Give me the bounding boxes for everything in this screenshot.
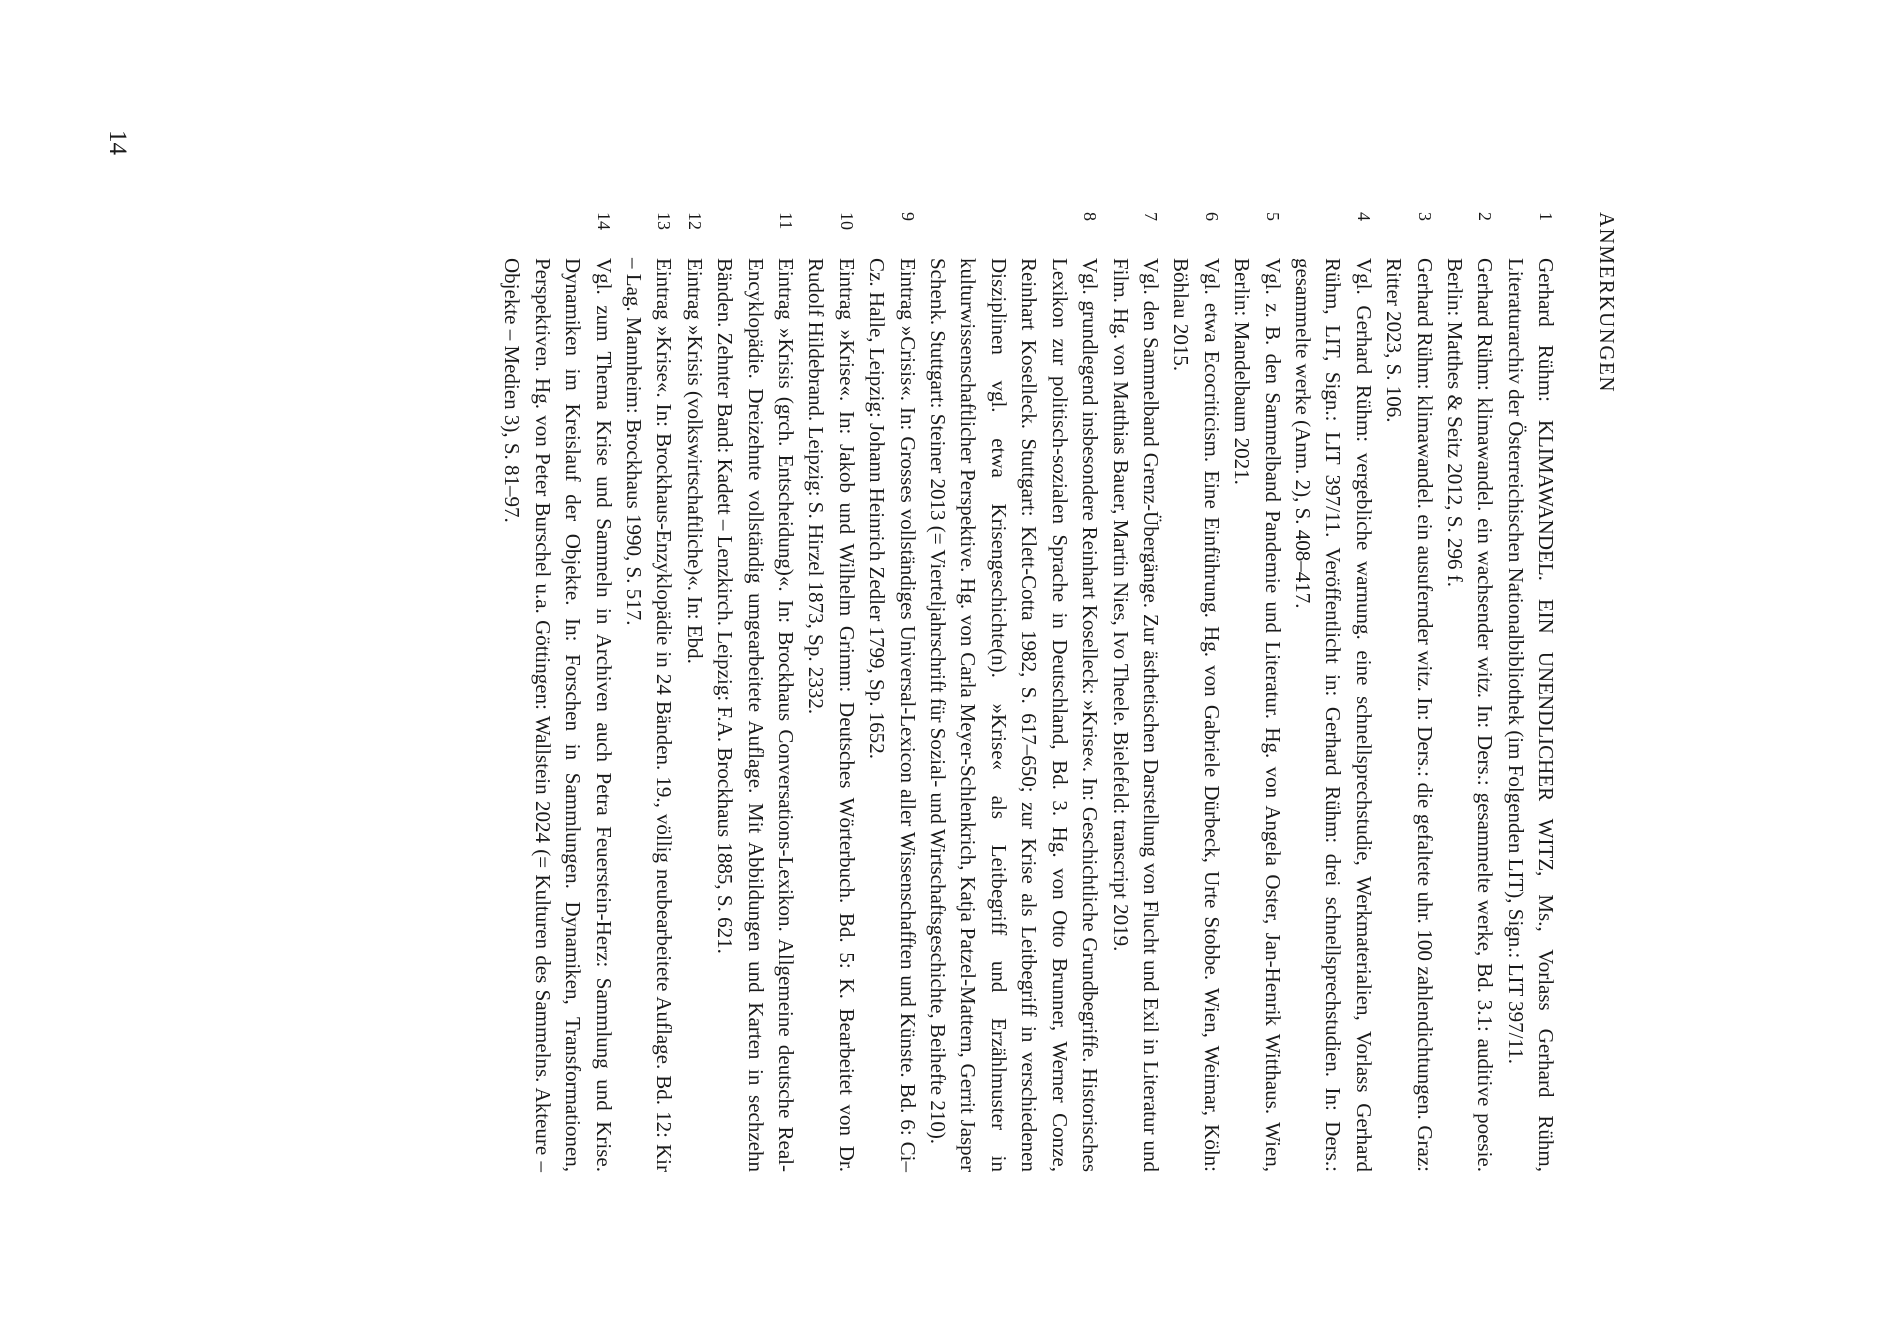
page-number: 14 xyxy=(104,130,131,155)
footnote-text: Eintrag »Krise«. In: Jakob und Wilhelm Grimm: Deutsches Wörterbuch. Bd. 5: K. Bearbeitet von Dr. Rudolf Hildebrand. Leipzig: S. Hirzel 1873, Sp. 2332. xyxy=(804,258,859,1172)
footnote-number: 5 xyxy=(1262,212,1283,221)
footnote-text: Vgl. Gerhard Rühm: vergebliche warnung. eine schnellsprechstudie, Werkmaterialien, Vorlass Gerhard Rühm, LIT, Sign.: LIT 397/11. Veröffentlicht in: Gerhard Rühm: drei schnellsprechstudien. In: Ders.: gesammelte werke (Anm. 2), S. 408–417. xyxy=(1290,258,1376,1172)
footnote-1 xyxy=(1500,212,1561,1172)
footnote-number: 4 xyxy=(1353,212,1374,221)
footnote-number: 7 xyxy=(1140,212,1161,221)
footnote-7 xyxy=(1105,212,1166,1172)
footnote-text: Vgl. z. B. den Sammelband Pandemie und Literatur. Hg. von Angela Oster, Jan-Henrik Witthaus. Wien, Berlin: Mandelbaum 2021. xyxy=(1230,258,1285,1172)
footnote-number: 10 xyxy=(836,212,857,230)
footnote-text: Gerhard Rühm: klimawandel. ein wachsender witz. In: Ders.: gesammelte werke, Bd. 3.1: auditive poesie. Berlin: Matthes & Seitz 2012, S. 296 f. xyxy=(1443,258,1498,1172)
footnote-text: Vgl. den Sammelband Grenz-Übergänge. Zur ästhetischen Darstellung von Flucht und Exil in Literatur und Film. Hg. von Matthias Bauer, Martin Nies, Ivo Theele. Bielefeld: transcript 2019. xyxy=(1108,258,1163,1172)
section-heading: ANMERKUNGEN xyxy=(1595,212,1619,393)
footnote-4 xyxy=(1288,212,1379,1172)
footnote-14 xyxy=(497,212,619,1172)
footnote-13 xyxy=(619,212,680,1172)
footnote-3 xyxy=(1379,212,1440,1172)
footnote-number: 2 xyxy=(1475,212,1496,221)
footnote-text: Eintrag »Krisis (grch. Entscheidung)«. In: Brockhaus Conversations-Lexikon. Allgemeine deutsche Real-Encyklopädie. Dreizehnte vollständig umgearbeitete Auflage. Mit Abbildungen und Karten in sechzehn Bänden. Zehnter Band: Kadett – Lenzkirch. Leipzig: F.A. Brockhaus 1885, S. 621. xyxy=(713,258,799,1172)
footnote-text: Gerhard Rühm: KLIMAWANDEL. EIN UNENDLICHER WITZ, Ms., Vorlass Gerhard Rühm, Literaturarchiv der Österreichischen Nationalbibliothek (im Folgenden LIT), Sign.: LIT 397/11. xyxy=(1503,258,1559,1172)
footnote-8 xyxy=(923,212,1105,1172)
notes-section xyxy=(402,212,1622,1172)
footnote-10 xyxy=(801,212,862,1172)
footnote-number: 14 xyxy=(593,212,614,230)
footnote-number: 8 xyxy=(1080,212,1101,221)
footnote-2 xyxy=(1440,212,1501,1172)
footnote-number: 6 xyxy=(1201,212,1222,221)
footnote-text: Vgl. zum Thema Krise und Sammeln in Archiven auch Petra Feuerstein-Herz: Sammlung und Krise. Dynamiken im Kreislauf der Objekte. In: Forschen in Sammlungen. Dynamiken, Transformationen, Perspektiven. Hg. von Peter Burschel u.a. Göttingen: Wallstein 2024 (= Kulturen des Sammelns. Akteure – Objekte – Medien 3), S. 81–97. xyxy=(500,258,616,1172)
footnote-number: 3 xyxy=(1414,212,1435,221)
footnote-number: 13 xyxy=(654,212,675,230)
footnote-text: Eintrag »Krise«. In: Brockhaus-Enzyklopädie in 24 Bänden. 19., völlig neubearbeitete Auflage. Bd. 12: Kir – Lag. Mannheim: Brockhaus 1990, S. 517. xyxy=(622,258,677,1172)
footnote-number: 9 xyxy=(897,212,918,221)
footnote-text: Eintrag »Krisis (volkswirtschaftliche)«. In: Ebd. xyxy=(682,258,707,664)
footnote-text: Gerhard Rühm: klimawandel. ein ausufernder witz. In: Ders.: die gefaltete uhr. 100 zahlendichtungen. Graz: Ritter 2023, S. 106. xyxy=(1382,258,1437,1172)
footnote-12 xyxy=(679,212,709,1172)
footnote-number: 11 xyxy=(776,212,797,230)
footnote-text: Vgl. etwa Ecocriticism. Eine Einführung. Hg. von Gabriele Dürbeck, Urte Stobbe. Wien, Weimar, Köln: Böhlau 2015. xyxy=(1169,258,1224,1172)
footnote-6 xyxy=(1166,212,1227,1172)
footnote-number: 12 xyxy=(684,212,705,230)
footnote-11 xyxy=(710,212,801,1172)
footnote-5 xyxy=(1227,212,1288,1172)
footnote-text: Vgl. grundlegend insbesondere Reinhart Koselleck: »Krise«. In: Geschichtliche Grundbegriffe. Historisches Lexikon zur politisch-sozialen Sprache in Deutschland, Bd. 3. Hg. von Otto Brunner, Werner Conze, Reinhart Koselleck. Stuttgart: Klett-Cotta 1982, S. 617–650; zur Krise als Leitbegriff in verschiedenen Disziplinen vgl. etwa Krisengeschichte(n). »Krise« als Leitbegriff und Erzählmuster in kulturwissenschaftlicher Perspektive. Hg. von Carla Meyer-Schlenkrich, Katja Patzel-Mattern, Gerrit Jasper Schenk. Stuttgart: Steiner 2013 (= Vierteljahrschrift für Sozial- und Wirtschaftsgeschichte, Beihefte 210). xyxy=(926,258,1103,1172)
footnote-number: 1 xyxy=(1536,212,1557,221)
footnote-text: Eintrag »Crisis«. In: Grosses vollständiges Universal-Lexicon aller Wissenschafften und Künste. Bd. 6: Ci–Cz. Halle, Leipzig: Johann Heinrich Zedler 1799, Sp. 1652. xyxy=(865,258,920,1172)
footnote-9 xyxy=(862,212,923,1172)
